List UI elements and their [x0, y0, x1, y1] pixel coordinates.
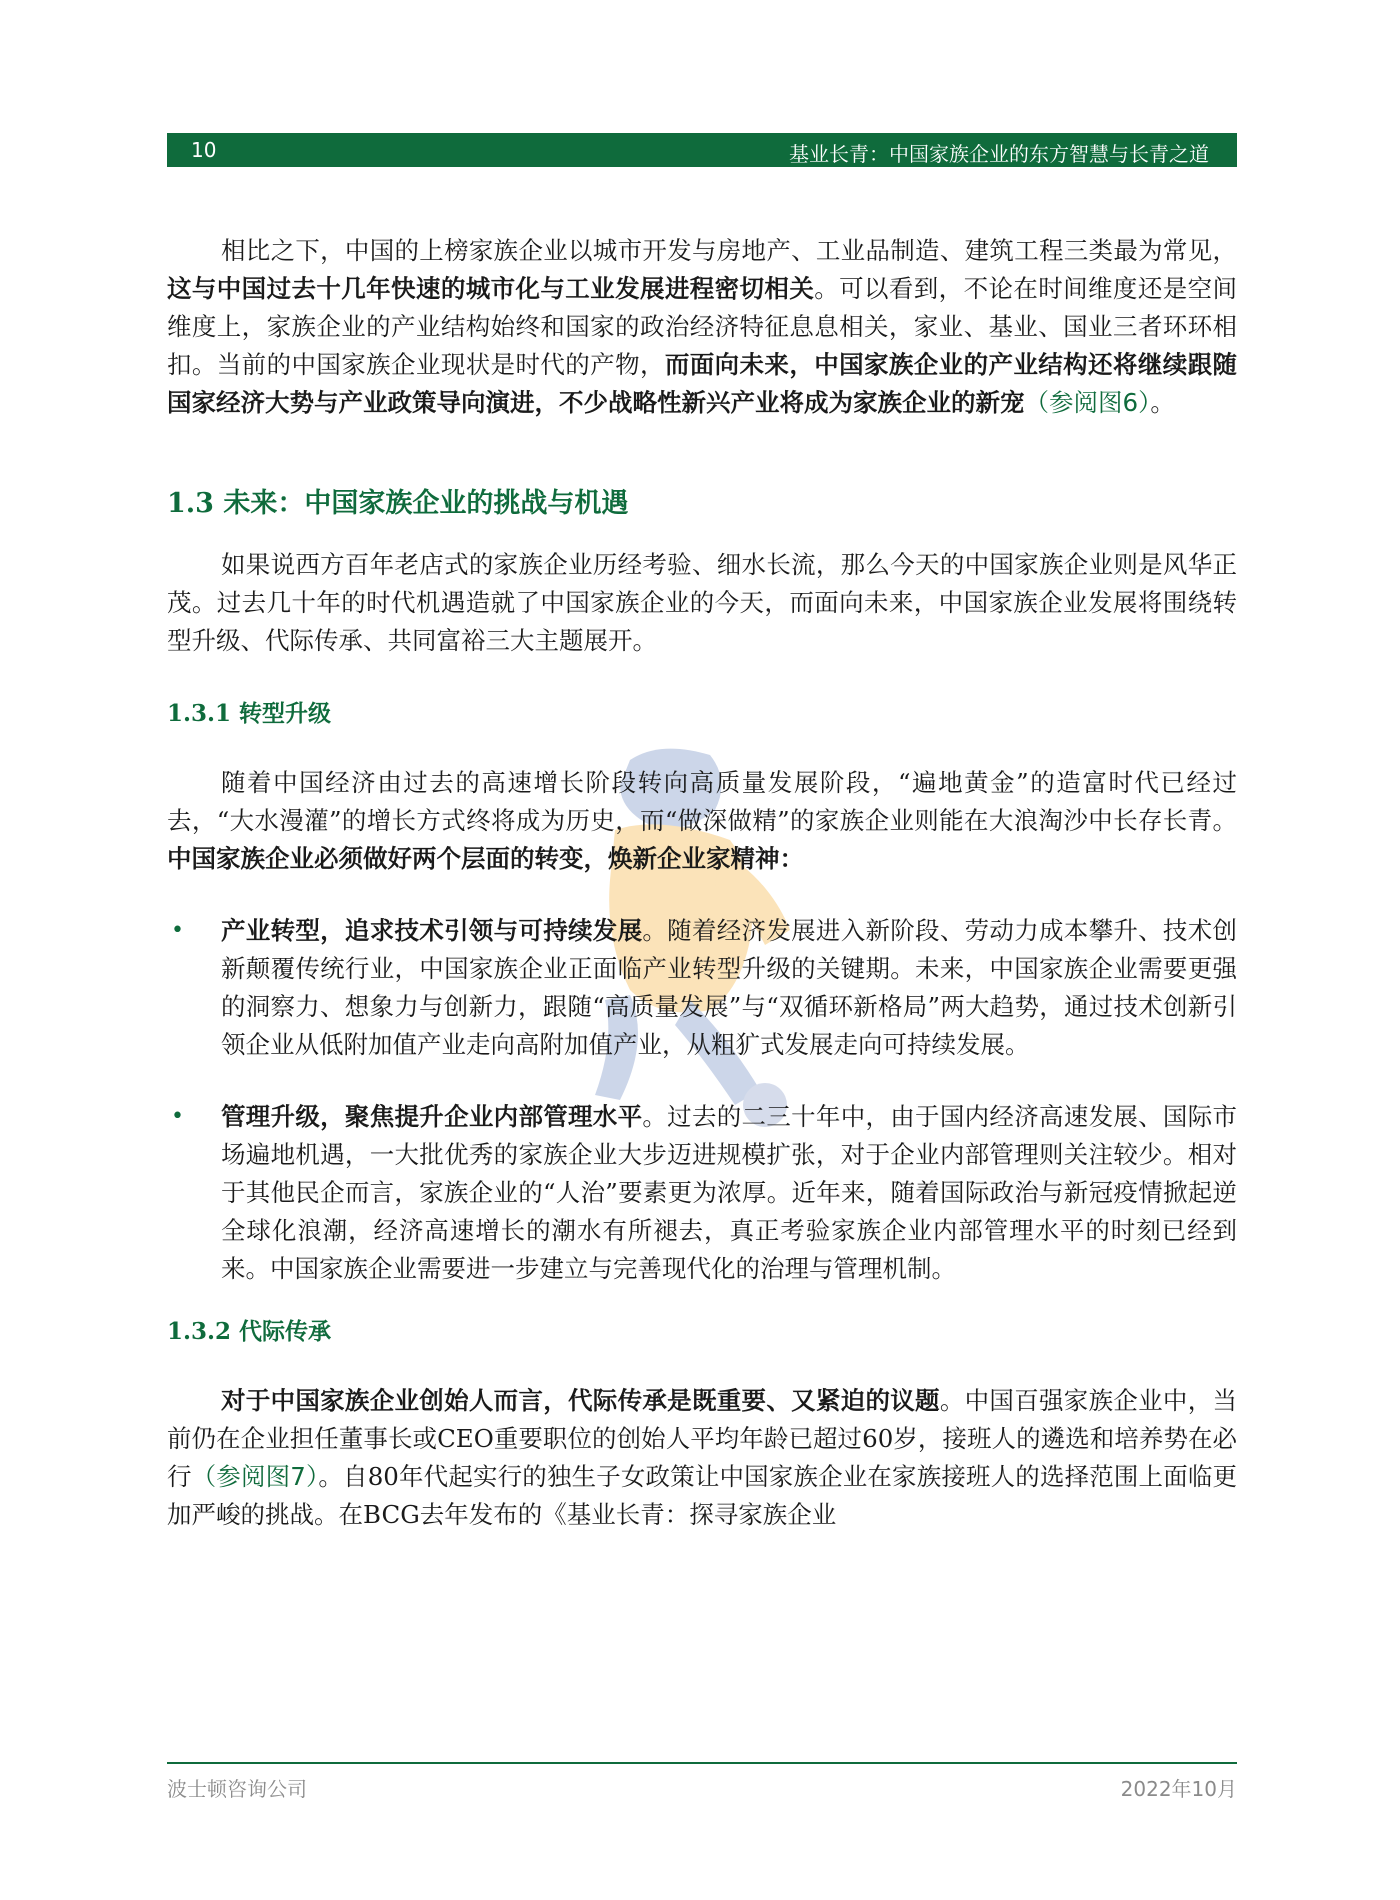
section-1-3-2-paragraph: 对于中国家族企业创始人而言，代际传承是既重要、又紧迫的议题。中国百强家族企业中，当前仍在企业担任董事长或CEO重要职位的创始人平均年龄已超过60岁，接班人的遴选和培养势在必行（参阅图7）。自80年代起实行的独生子女政策让中国家族企业在家族接班人的选择范围上面临更加严峻的挑战。在BCG去年发布的《基业长青：探寻家族企业	[167, 1386, 1238, 1529]
footer-divider	[167, 1762, 1237, 1764]
footer-date: 2022年10月	[1120, 1777, 1237, 1801]
subsection-heading-1-3-1: 1.3.1 转型升级	[167, 700, 332, 727]
bullet-icon: •	[171, 1104, 184, 1129]
header-bar	[167, 133, 1237, 167]
article-body	[167, 232, 1237, 1534]
figure-6-reference-link[interactable]: （参阅图6）	[1024, 388, 1151, 417]
transformation-bullet-list	[167, 912, 1237, 1288]
figure-7-reference-link[interactable]: （参阅图7）	[191, 1462, 319, 1491]
section-1-3-paragraph: 如果说西方百年老店式的家族企业历经考验、细水长流，那么今天的中国家族企业则是风华正茂。过去几十年的时代机遇造就了中国家族企业的今天，而面向未来，中国家族企业发展将围绕转型升级、代际传承、共同富裕三大主题展开。	[167, 550, 1237, 655]
footer-company: 波士顿咨询公司	[167, 1777, 307, 1801]
page-number: 10	[191, 138, 217, 162]
bullet-item-industry-transformation: • 产业转型，追求技术引领与可持续发展。随着经济发展进入新阶段、劳动力成本攀升、技术创新颠覆传统行业，中国家族企业正面临产业转型升级的关键期。未来，中国家族企业需要更强的洞察力、想象力与创新力，跟随“高质量发展”与“双循环新格局”两大趋势，通过技术创新引领企业从低附加值产业走向高附加值产业，从粗犷式发展走向可持续发展。	[167, 912, 1237, 1064]
bullet-item-management-upgrade: • 管理升级，聚焦提升企业内部管理水平。过去的二三十年中，由于国内经济高速发展、国际市场遍地机遇，一大批优秀的家族企业大步迈进规模扩张，对于企业内部管理则关注较少。相对于其他民企而言，家族企业的“人治”要素更为浓厚。近年来，随着国际政治与新冠疫情掀起逆全球化浪潮，经济高速增长的潮水有所褪去，真正考验家族企业内部管理水平的时刻已经到来。中国家族企业需要进一步建立与完善现代化的治理与管理机制。	[167, 1098, 1237, 1288]
bullet-icon: •	[171, 918, 184, 943]
subsection-heading-1-3-2: 1.3.2 代际传承	[167, 1318, 332, 1345]
section-1-3-1-paragraph: 随着中国经济由过去的高速增长阶段转向高质量发展阶段，“遍地黄金”的造富时代已经过去，“大水漫灌”的增长方式终将成为历史，而“做深做精”的家族企业则能在大浪淘沙中长存长青。中国家族企业必须做好两个层面的转变，焕新企业家精神：	[167, 768, 1237, 873]
intro-paragraph: 相比之下，中国的上榜家族企业以城市开发与房地产、工业品制造、建筑工程三类最为常见，这与中国过去十几年快速的城市化与工业发展进程密切相关。可以看到，不论在时间维度还是空间维度上，家族企业的产业结构始终和国家的政治经济特征息息相关，家业、基业、国业三者环环相扣。当前的中国家族企业现状是时代的产物，而面向未来，中国家族企业的产业结构还将继续跟随国家经济大势与产业政策导向演进，不少战略性新兴产业将成为家族企业的新宠（参阅图6）。	[167, 236, 1238, 417]
running-title: 基业长青：中国家族企业的东方智慧与长青之道	[789, 142, 1209, 166]
section-heading-1-3: 1.3 未来：中国家族企业的挑战与机遇	[167, 488, 629, 519]
